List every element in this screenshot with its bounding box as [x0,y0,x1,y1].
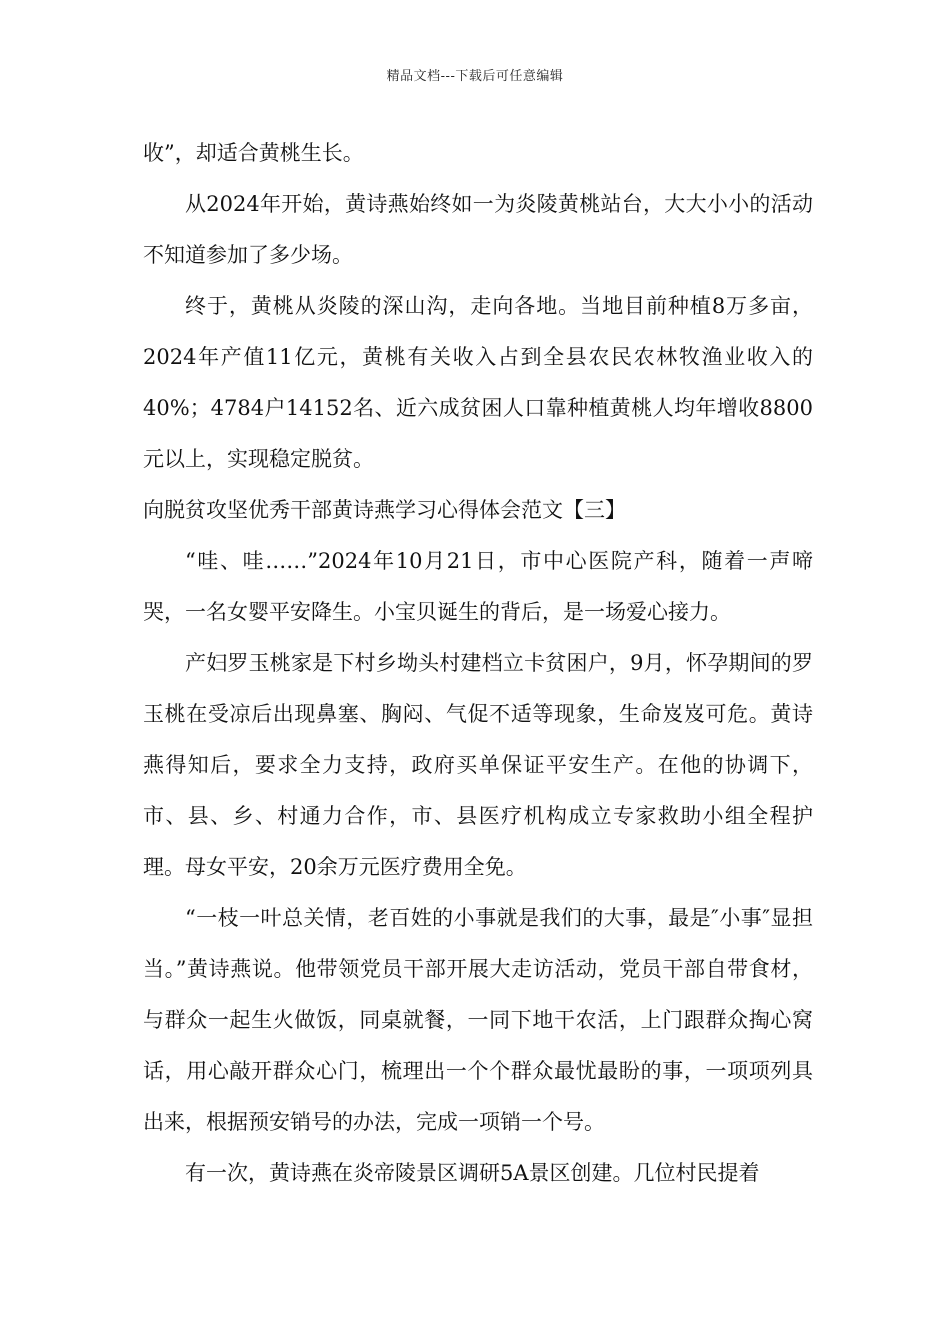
paragraph: 产妇罗玉桃家是下村乡坳头村建档立卡贫困户，9月，怀孕期间的罗玉桃在受凉后出现鼻塞、胸闷、气促不适等现象，生命岌岌可危。黄诗燕得知后，要求全力支持，政府买单保证平安生产。在他的协调下，市、县、乡、村通力合作，市、县医疗机构成立专家救助小组全程护理。母女平安，20余万元医疗费用全免。 [143,651,813,879]
paragraph: “一枝一叶总关情，老百姓的小事就是我们的大事，最是″小事″显担当。”黄诗燕说。他带领党员干部开展大走访活动，党员干部自带食材，与群众一起生火做饭，同桌就餐，一同下地干农活，上门跟群众掏心窝话，用心敲开群众心门，梳理出一个个群众最忧最盼的事，一项项列具出来，根据预安销号的办法，完成一项销一个号。 [143,906,813,1134]
section-heading: 向脱贫攻坚优秀干部黄诗燕学习心得体会范文【三】 [143,498,626,522]
paragraph: 收”，却适合黄桃生长。 [143,141,364,165]
paragraph: 有一次，黄诗燕在炎帝陵景区调研5A景区创建。几位村民提着 [185,1161,760,1185]
paragraph: 从2024年开始，黄诗燕始终如一为炎陵黄桃站台，大大小小的活动不知道参加了多少场。 [143,192,813,267]
paragraph: 终于，黄桃从炎陵的深山沟，走向各地。当地目前种植8万多亩，2024年产值11亿元，黄桃有关收入占到全县农民农林牧渔业收入的40%；4784户14152名、近六成贫困人口靠种植黄桃人均年增收8800元以上，实现稳定脱贫。 [143,294,813,471]
page-header: 精品文档---下载后可任意编辑 [386,69,564,84]
paragraph: “哇、哇……”2024年10月21日，市中心医院产科，随着一声啼哭，一名女婴平安降生。小宝贝诞生的背后，是一场爱心接力。 [143,549,813,624]
document-body [143,128,813,1199]
